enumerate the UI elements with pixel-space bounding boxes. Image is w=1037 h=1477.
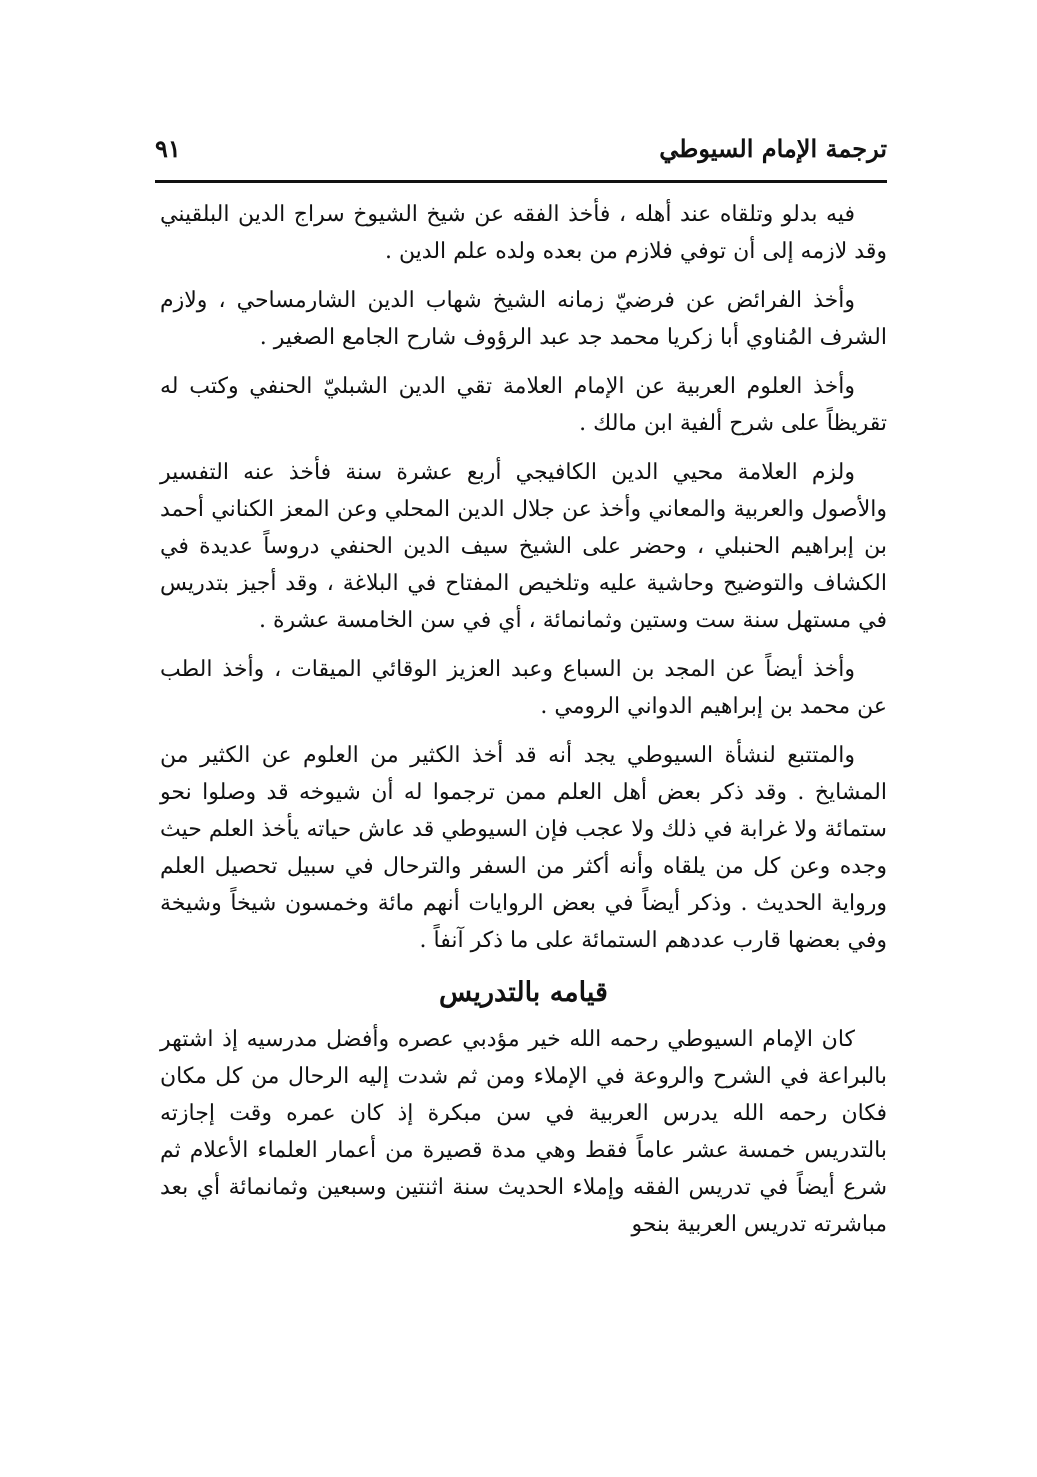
section-paragraph: كان الإمام السيوطي رحمه الله خير مؤدبي عصره وأفضل مدرسيه إذ اشتهر بالبراعة في الشرح والروعة في الإملاء ومن ثم شدت إليه الرحال من كل مكان فكان رحمه الله يدرس العربية في سن مبكرة إذ كان عمره وقت إجازته بالتدريس خمسة عشر عاماً فقط وهي مدة قصيرة من أعمار العلماء الأعلام ثم شرع أيضاً في تدريس الفقه وإملاء الحديث سنة اثنتين وسبعين وثمانمائة أي بعد مباشرته تدريس العربية بنحو — [160, 1027, 887, 1237]
body-text — [160, 196, 887, 1255]
header-rule — [155, 180, 887, 183]
paragraph-3: وأخذ العلوم العربية عن الإمام العلامة تقي الدين الشبليّ الحنفي وكتب له تقريظاً على شرح ألفية ابن مالك . — [160, 374, 887, 436]
paragraph-1: فيه بدلو وتلقاه عند أهله ، فأخذ الفقه عن شيخ الشيوخ سراج الدين البلقيني وقد لازمه إلى أن توفي فلازم من بعده ولده علم الدين . — [160, 202, 887, 264]
page-number: ٩١ — [155, 134, 181, 163]
section-heading: قيامه بالتدريس — [439, 977, 608, 1008]
paragraph-6: والمتتبع لنشأة السيوطي يجد أنه قد أخذ الكثير من العلوم عن الكثير من المشايخ . وقد ذكر بعض أهل العلم ممن ترجموا له أن شيوخه قد وصلوا نحو ستمائة ولا غرابة في ذلك ولا عجب فإن السيوطي قد عاش حياته يأخذ العلم حيث وجده وعن كل من يلقاه وأنه أكثر من السفر والترحال في سبيل تحصيل العلم ورواية الحديث . وذكر أيضاً في بعض الروايات أنهم مائة وخمسون شيخاً وشيخة وفي بعضها قارب عددهم الستمائة على ما ذكر آنفاً . — [160, 743, 887, 953]
page-header — [155, 128, 887, 174]
paragraph-5: وأخذ أيضاً عن المجد بن السباع وعبد العزيز الوقائي الميقات ، وأخذ الطب عن محمد بن إبراهيم الدواني الرومي . — [160, 657, 887, 719]
paragraph-2: وأخذ الفرائض عن فرضيّ زمانه الشيخ شهاب الدين الشارمساحي ، ولازم الشرف المُناوي أبا زكريا محمد جد عبد الرؤوف شارح الجامع الصغير . — [160, 288, 887, 350]
paragraph-4: ولزم العلامة محيي الدين الكافيجي أربع عشرة سنة فأخذ عنه التفسير والأصول والعربية والمعاني وأخذ عن جلال الدين المحلي وعن المعز الكناني أحمد بن إبراهيم الحنبلي ، وحضر على الشيخ سيف الدين الحنفي دروساً عديدة في الكشاف والتوضيح وحاشية عليه وتلخيص المفتاح في البلاغة ، وقد أجيز بتدريس في مستهل سنة ست وستين وثمانمائة ، أي في سن الخامسة عشرة . — [160, 460, 887, 633]
running-title: ترجمة الإمام السيوطي — [659, 134, 887, 163]
